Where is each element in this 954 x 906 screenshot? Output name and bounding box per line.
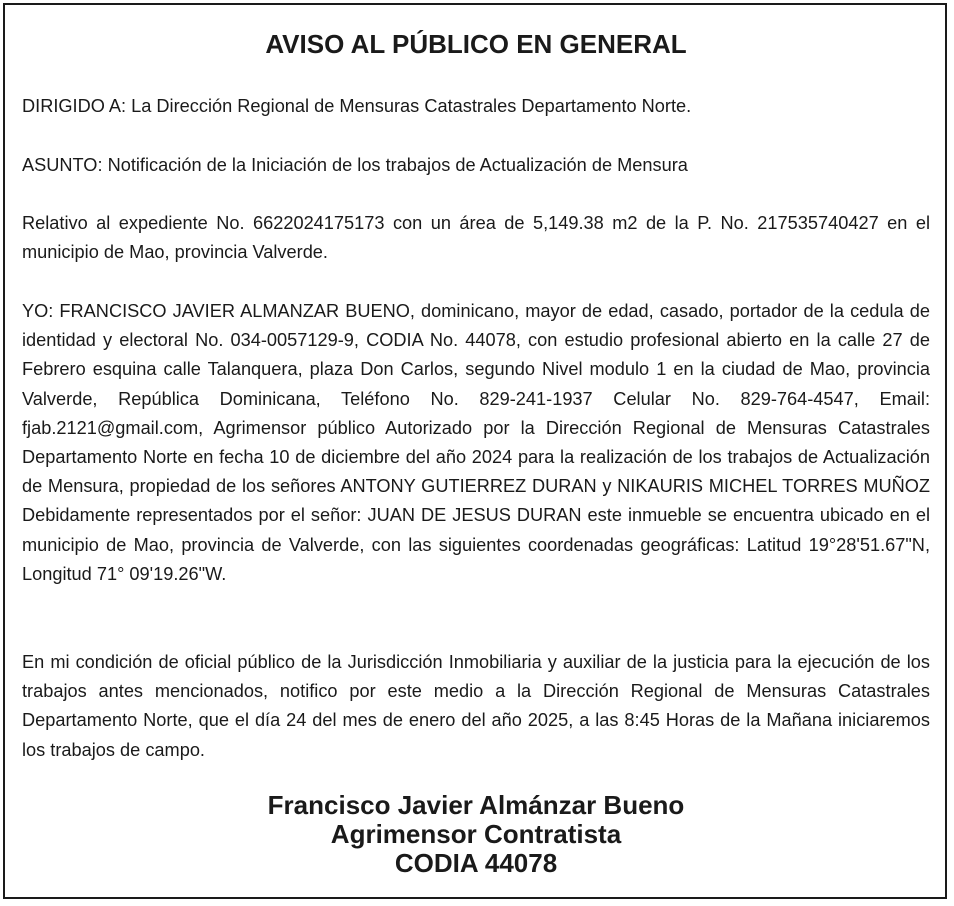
declaracion-paragraph: YO: FRANCISCO JAVIER ALMANZAR BUENO, dominicano, mayor de edad, casado, portador de la cedula de identidad y electoral No. 034-0057129-9, CODIA No. 44078, con estudio profesional abierto en la calle 27 de Febrero esquina calle Talanquera, plaza Don Carlos, segundo Nivel modulo 1 en la ciudad de Mao, provincia Valverde, República Dominicana, Teléfono No. 829-241-1937 Celular No. 829-764-4547, Email: fjab.2121@gmail.com, Agrimensor público Autorizado por la Dirección Regional de Mensuras Catastrales Departamento Norte en fecha 10 de diciembre del año 2024 para la realización de los trabajos de Actualización de Mensura, propiedad de los señores ANTONY GUTIERREZ DURAN y NIKAURIS MICHEL TORRES MUÑOZ Debidamente representados por el señor: JUAN DE JESUS DURAN este inmueble se encuentra ubicado en el municipio de Mao, provincia de Valverde, con las siguientes coordenadas geográficas: Latitud 19°28'51.67"N, Longitud 71° 09'19.26"W.: [22, 301, 930, 584]
asunto-paragraph: ASUNTO: Notificación de la Iniciación de los trabajos de Actualización de Mensura: [22, 155, 688, 175]
notice-frame: [3, 3, 947, 899]
notice-title: AVISO AL PÚBLICO EN GENERAL: [265, 29, 687, 59]
condicion-paragraph: En mi condición de oficial público de la Jurisdicción Inmobiliaria y auxiliar de la justicia para la ejecución de los trabajos antes mencionados, notifico por este medio a la Dirección Regional de Mensuras Catastrales Departamento Norte, que el día 24 del mes de enero del año 2025, a las 8:45 Horas de la Mañana iniciaremos los trabajos de campo.: [22, 652, 930, 760]
signature-block: [22, 791, 930, 878]
dirigido-paragraph: DIRIGIDO A: La Dirección Regional de Mensuras Catastrales Departamento Norte.: [22, 96, 692, 116]
relativo-paragraph: Relativo al expediente No. 6622024175173 con un área de 5,149.38 m2 de la P. No. 217535740427 en el municipio de Mao, provincia Valverde.: [22, 213, 930, 263]
signature-role: Agrimensor Contratista: [330, 819, 622, 849]
signature-name: Francisco Javier Almánzar Bueno: [267, 790, 685, 820]
signature-codia: CODIA 44078: [394, 848, 558, 878]
